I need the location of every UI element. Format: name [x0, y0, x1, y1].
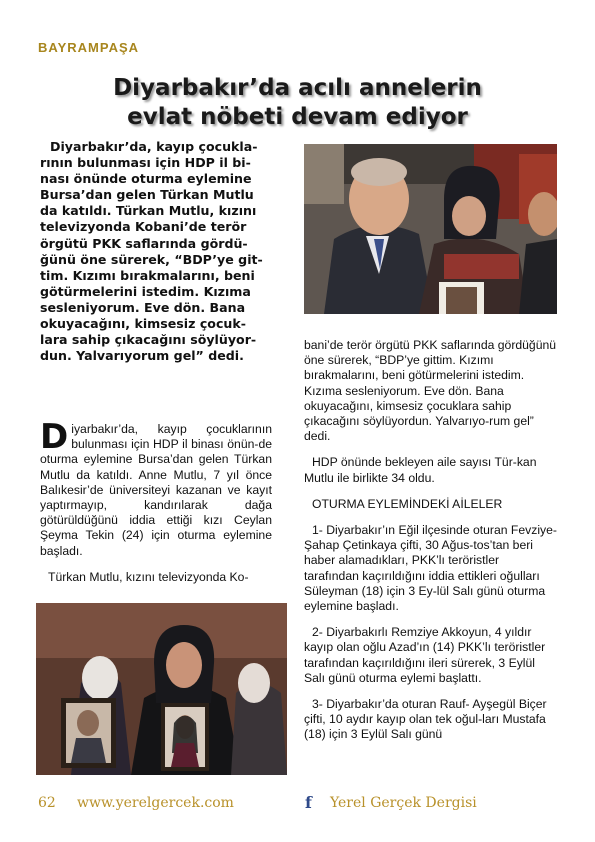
lead-line: lara sahip çıkacağını söylüyor- — [40, 332, 257, 348]
family-item-3: 3- Diyarbakır’da oturan Rauf- Ayşegül Biçer çifti, 10 aydır kayıp olan tek oğul-ları Mustafa (18) için 3 Eylül Salı günü — [304, 697, 547, 742]
drop-cap: D — [40, 417, 69, 457]
family-item-1: 1- Diyarbakır’ın Eğil ilçesinde oturan Fevziye- Şahap Çetinkaya çifti, 30 Ağus-tos’tan beri haber alamadıkları, PKK’lı teröristler tarafından kaçırıldığını iddia ettikleri oğulları Süleyman (18) için 3 Ey-lül Salı günü oturma eylemine başladı. — [304, 523, 557, 614]
lead-line: tim. Kızımı bırakmalarını, beni — [40, 267, 255, 283]
photo-mothers-holding-pictures — [36, 603, 287, 775]
body-left-paragraph-1: iyarbakır’da, kayıp çocuklarının bulunması için HDP il binası önün-de oturma eylemine Bursa’dan gelen Türkan Mutlu da katıldı. Anne Mutlu, 7 yıl önce Balıkesir’de üniversiteyi kazanan ve kayıt yaptırmayıp, kandırılarak dağa götürüldüğünü iddia ettiği kızı Ceylan Şeyma Tekin (24) için oturma eylemine başladı. — [40, 422, 272, 558]
body-column-left — [40, 417, 272, 585]
body-left-paragraph-2: Türkan Mutlu, kızını televizyonda Ko- — [48, 569, 249, 584]
body-column-right — [304, 338, 557, 743]
lead-paragraph — [40, 139, 274, 364]
magazine-name[interactable]: Yerel Gerçek Dergisi — [330, 795, 477, 811]
lead-line: sesleniyorum. Eve dön. Bana — [40, 299, 246, 315]
section-label: BAYRAMPAŞA — [38, 40, 140, 55]
lead-line: televizyonda Kobani’de terör — [40, 219, 247, 235]
family-item-2: 2- Diyarbakırlı Remziye Akkoyun, 4 yıldır kayıp olan oğlu Azad’ın (14) PKK’lı teröristler tarafından kaçırıldığını ileri sürerek, 3 Eylül Salı günü oturma eylemi başlattı. — [304, 625, 546, 685]
lead-line: nası önünde oturma eylemine — [40, 171, 252, 187]
facebook-icon[interactable]: f — [305, 793, 312, 812]
families-subhead: OTURMA EYLEMİNDEKİ AİLELER — [312, 496, 503, 511]
lead-line: da katıldı. Türkan Mutlu, kızını — [40, 203, 257, 219]
website-link[interactable]: www.yerelgercek.com — [77, 795, 234, 811]
article-headline — [40, 74, 555, 132]
lead-line: Bursa’dan gelen Türkan Mutlu — [40, 187, 254, 203]
headline-line-1: Diyarbakır’da acılı annelerin — [113, 75, 482, 101]
headline-line-2: evlat nöbeti devam ediyor — [127, 104, 468, 130]
lead-line: okuyacağını, kimsesiz çocuk- — [40, 316, 246, 332]
page-number: 62 — [38, 795, 56, 811]
lead-line: Diyarbakır’da, kayıp çocukla- — [50, 139, 258, 154]
lead-line: örgütü PKK saflarında gördü- — [40, 235, 248, 251]
body-right-paragraph-1: bani’de terör örgütü PKK saflarında gördüğünü öne sürerek, “BDP’ye gittim. Kızımı bırakmalarını, beni götürmelerini istedim. Kızıma sesleniyorum. Eve dön. Bana okuyacağını, kimsesiz çocuklara sahip çıkacağını söylüyordun. Yalvarıyo-rum gel” dedi. — [304, 338, 557, 444]
lead-line: ğünü öne sürerek, “BDP’ye git- — [40, 251, 263, 267]
lead-line: götürmelerini istedim. Kızıma — [40, 283, 251, 299]
lead-line: dun. Yalvarıyorum gel” dedi. — [40, 348, 244, 364]
photo-official-and-mother — [304, 144, 557, 314]
lead-line: rının bulunması için HDP il bi- — [40, 155, 251, 171]
body-right-paragraph-2: HDP önünde bekleyen aile sayısı Tür-kan Mutlu ile birlikte 34 oldu. — [304, 455, 537, 485]
